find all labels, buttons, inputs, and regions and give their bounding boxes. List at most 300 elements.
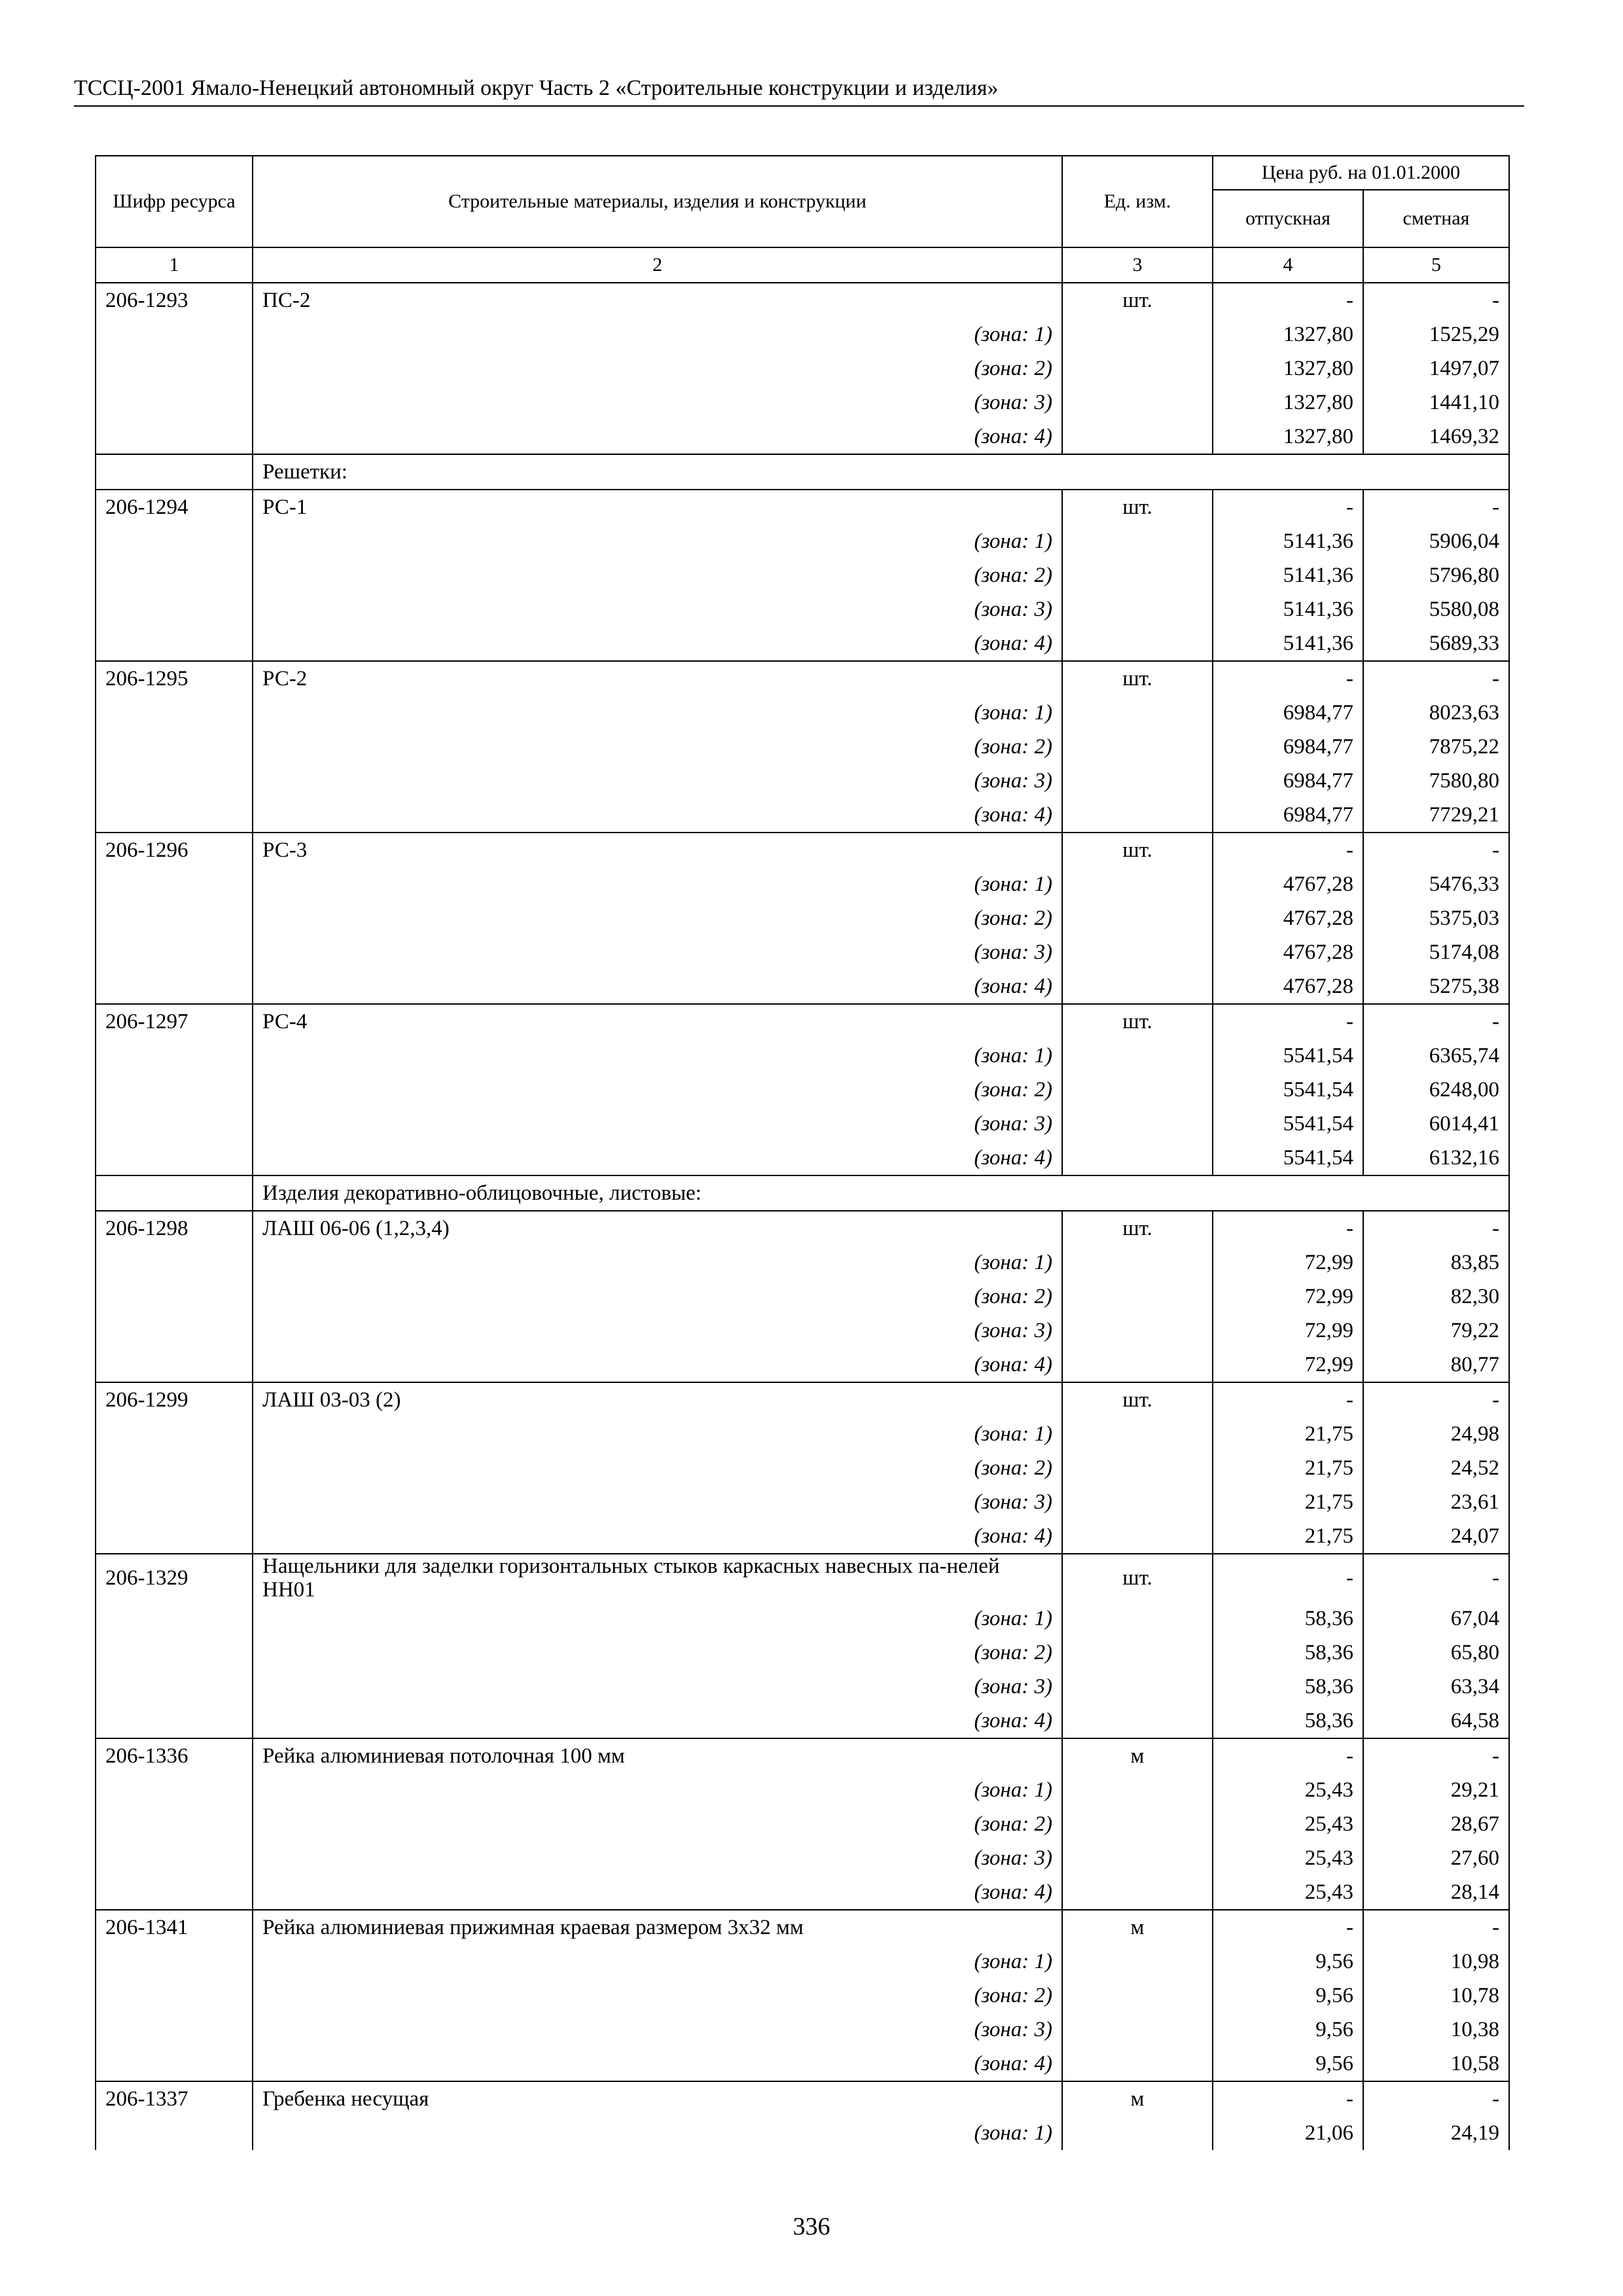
zone-row [96, 764, 1509, 798]
price-estimate: 24,98 [1363, 1417, 1509, 1451]
zone-row [96, 386, 1509, 420]
zone-label: (зона: 1) [253, 1773, 1062, 1807]
price-estimate: 1497,07 [1363, 351, 1509, 386]
empty-cell [96, 524, 253, 558]
item-row [96, 833, 1509, 867]
item-row [96, 1910, 1509, 1945]
resource-code: 206-1329 [96, 1554, 253, 1602]
price-estimate: 28,14 [1363, 1875, 1509, 1910]
section-title: Изделия декоративно-облицовочные, листовые: [253, 1175, 1509, 1211]
price-estimate: - [1363, 2081, 1509, 2116]
zone-label: (зона: 2) [253, 1073, 1062, 1107]
item-unit: м [1062, 2081, 1213, 2116]
empty-cell [1062, 2047, 1213, 2081]
price-release: 6984,77 [1213, 764, 1363, 798]
price-estimate: 10,38 [1363, 2013, 1509, 2047]
price-release: 6984,77 [1213, 696, 1363, 730]
price-estimate: 28,67 [1363, 1807, 1509, 1841]
price-release: 5541,54 [1213, 1039, 1363, 1073]
zone-row [96, 1841, 1509, 1875]
empty-cell [1062, 2116, 1213, 2150]
empty-cell [96, 1519, 253, 1554]
price-release: 58,36 [1213, 1670, 1363, 1704]
header-price-release: отпускная [1213, 190, 1363, 247]
zone-row [96, 2013, 1509, 2047]
zone-label: (зона: 2) [253, 1979, 1062, 2013]
resource-code: 206-1337 [96, 2081, 253, 2116]
price-release: 1327,80 [1213, 317, 1363, 351]
item-name: РС-4 [253, 1004, 1062, 1039]
zone-row [96, 1875, 1509, 1910]
item-name: Рейка алюминиевая прижимная краевая размером 3х32 мм [253, 1910, 1062, 1945]
zone-label: (зона: 4) [253, 420, 1062, 454]
zone-label: (зона: 3) [253, 1670, 1062, 1704]
empty-cell [96, 696, 253, 730]
price-estimate: 7875,22 [1363, 730, 1509, 764]
item-unit: м [1062, 1738, 1213, 1773]
price-release: 1327,80 [1213, 351, 1363, 386]
empty-cell [96, 1280, 253, 1314]
resource-code: 206-1298 [96, 1211, 253, 1246]
zone-label: (зона: 3) [253, 1485, 1062, 1519]
empty-cell [96, 1704, 253, 1738]
price-estimate: 1525,29 [1363, 317, 1509, 351]
empty-cell [96, 386, 253, 420]
zone-row [96, 969, 1509, 1004]
empty-cell [1062, 1945, 1213, 1979]
zone-row [96, 351, 1509, 386]
item-row [96, 1554, 1509, 1602]
empty-cell [1062, 1670, 1213, 1704]
empty-cell [1062, 386, 1213, 420]
price-estimate: 1469,32 [1363, 420, 1509, 454]
zone-label: (зона: 3) [253, 1314, 1062, 1348]
price-release: - [1213, 833, 1363, 867]
item-name: ЛАШ 06-06 (1,2,3,4) [253, 1211, 1062, 1246]
zone-row [96, 2116, 1509, 2150]
price-release: - [1213, 661, 1363, 696]
zone-label: (зона: 4) [253, 1348, 1062, 1382]
price-release: 6984,77 [1213, 798, 1363, 833]
empty-cell [1062, 524, 1213, 558]
price-estimate: 5275,38 [1363, 969, 1509, 1004]
empty-cell [1062, 901, 1213, 935]
section-row [96, 454, 1509, 490]
empty-cell [1062, 1039, 1213, 1073]
empty-cell [1062, 1519, 1213, 1554]
empty-cell [96, 1979, 253, 2013]
zone-row [96, 901, 1509, 935]
empty-cell [96, 1417, 253, 1451]
zone-row [96, 1602, 1509, 1636]
zone-row [96, 626, 1509, 661]
zone-row [96, 1945, 1509, 1979]
zone-row [96, 1417, 1509, 1451]
zone-label: (зона: 2) [253, 730, 1062, 764]
zone-label: (зона: 4) [253, 969, 1062, 1004]
empty-cell [1062, 1141, 1213, 1175]
empty-cell [1062, 1602, 1213, 1636]
empty-cell [96, 558, 253, 592]
resource-code: 206-1297 [96, 1004, 253, 1039]
price-release: 25,43 [1213, 1875, 1363, 1910]
column-number: 2 [253, 247, 1062, 283]
price-table [95, 155, 1510, 2150]
price-release: - [1213, 490, 1363, 524]
empty-cell [96, 935, 253, 969]
price-estimate: 27,60 [1363, 1841, 1509, 1875]
empty-cell [96, 1107, 253, 1141]
price-release: 72,99 [1213, 1280, 1363, 1314]
price-release: 5141,36 [1213, 558, 1363, 592]
zone-label: (зона: 1) [253, 317, 1062, 351]
price-estimate: 5375,03 [1363, 901, 1509, 935]
zone-row [96, 2047, 1509, 2081]
item-row [96, 283, 1509, 317]
price-estimate: - [1363, 1910, 1509, 1945]
price-release: - [1213, 2081, 1363, 2116]
empty-cell [96, 1073, 253, 1107]
header-code: Шифр ресурса [96, 156, 253, 247]
price-estimate: - [1363, 1382, 1509, 1417]
zone-label: (зона: 3) [253, 764, 1062, 798]
zone-row [96, 798, 1509, 833]
price-estimate: 5174,08 [1363, 935, 1509, 969]
zone-label: (зона: 1) [253, 1945, 1062, 1979]
zone-label: (зона: 4) [253, 626, 1062, 661]
resource-code: 206-1295 [96, 661, 253, 696]
item-name: РС-3 [253, 833, 1062, 867]
price-release: 9,56 [1213, 1945, 1363, 1979]
item-row [96, 2081, 1509, 2116]
price-estimate: 10,98 [1363, 1945, 1509, 1979]
price-release: 4767,28 [1213, 901, 1363, 935]
price-release: 58,36 [1213, 1636, 1363, 1670]
empty-cell [96, 1841, 253, 1875]
price-release: 6984,77 [1213, 730, 1363, 764]
price-release: 72,99 [1213, 1246, 1363, 1280]
zone-row [96, 696, 1509, 730]
price-estimate: 5580,08 [1363, 592, 1509, 626]
price-release: 4767,28 [1213, 935, 1363, 969]
price-release: 72,99 [1213, 1348, 1363, 1382]
resource-code: 206-1293 [96, 283, 253, 317]
empty-cell [96, 592, 253, 626]
price-estimate: 7729,21 [1363, 798, 1509, 833]
empty-cell [96, 1451, 253, 1485]
empty-cell [96, 1485, 253, 1519]
resource-code: 206-1296 [96, 833, 253, 867]
empty-cell [1062, 764, 1213, 798]
price-release: 9,56 [1213, 2013, 1363, 2047]
empty-cell [96, 1636, 253, 1670]
item-row [96, 661, 1509, 696]
item-name: Нащельники для заделки горизонтальных стыков каркасных навесных па-нелей НН01 [253, 1554, 1062, 1602]
zone-row [96, 592, 1509, 626]
price-estimate: 79,22 [1363, 1314, 1509, 1348]
empty-cell [1062, 867, 1213, 901]
resource-code: 206-1341 [96, 1910, 253, 1945]
zone-label: (зона: 2) [253, 901, 1062, 935]
empty-cell [96, 1141, 253, 1175]
price-release: 4767,28 [1213, 969, 1363, 1004]
item-name: Гребенка несущая [253, 2081, 1062, 2116]
empty-cell [96, 1670, 253, 1704]
price-estimate: 64,58 [1363, 1704, 1509, 1738]
empty-cell [1062, 1451, 1213, 1485]
zone-label: (зона: 3) [253, 1107, 1062, 1141]
zone-label: (зона: 2) [253, 558, 1062, 592]
zone-label: (зона: 1) [253, 1039, 1062, 1073]
empty-cell [1062, 1704, 1213, 1738]
price-release: 5141,36 [1213, 524, 1363, 558]
header-price-group: Цена руб. на 01.01.2000 [1213, 156, 1509, 190]
item-row [96, 490, 1509, 524]
empty-cell [1062, 1073, 1213, 1107]
zone-row [96, 935, 1509, 969]
column-number: 4 [1213, 247, 1363, 283]
empty-cell [1062, 1107, 1213, 1141]
zone-row [96, 558, 1509, 592]
item-name: ЛАШ 03-03 (2) [253, 1382, 1062, 1417]
empty-cell [1062, 1807, 1213, 1841]
price-release: 5541,54 [1213, 1141, 1363, 1175]
empty-cell [96, 1314, 253, 1348]
price-release: 58,36 [1213, 1704, 1363, 1738]
zone-label: (зона: 2) [253, 1636, 1062, 1670]
price-estimate: 5476,33 [1363, 867, 1509, 901]
zone-label: (зона: 4) [253, 1141, 1062, 1175]
price-estimate: - [1363, 1004, 1509, 1039]
price-estimate: 6132,16 [1363, 1141, 1509, 1175]
zone-row [96, 317, 1509, 351]
price-estimate: 10,58 [1363, 2047, 1509, 2081]
price-estimate: 80,77 [1363, 1348, 1509, 1382]
empty-cell [1062, 558, 1213, 592]
zone-row [96, 420, 1509, 454]
table-body [96, 283, 1509, 2150]
empty-cell [1062, 798, 1213, 833]
header-name: Строительные материалы, изделия и конструкции [253, 156, 1062, 247]
empty-cell [1062, 592, 1213, 626]
zone-label: (зона: 2) [253, 1451, 1062, 1485]
empty-cell [96, 969, 253, 1004]
empty-cell [1062, 1417, 1213, 1451]
price-estimate: - [1363, 1738, 1509, 1773]
price-estimate: - [1363, 661, 1509, 696]
section-row [96, 1175, 1509, 1211]
item-row [96, 1211, 1509, 1246]
zone-label: (зона: 1) [253, 1417, 1062, 1451]
zone-row [96, 1280, 1509, 1314]
zone-row [96, 1141, 1509, 1175]
price-release: 1327,80 [1213, 420, 1363, 454]
zone-label: (зона: 4) [253, 2047, 1062, 2081]
empty-cell [1062, 1246, 1213, 1280]
item-unit: шт. [1062, 1554, 1213, 1602]
empty-cell [96, 764, 253, 798]
empty-cell [96, 1348, 253, 1382]
price-estimate: 82,30 [1363, 1280, 1509, 1314]
zone-row [96, 1348, 1509, 1382]
price-estimate: 10,78 [1363, 1979, 1509, 2013]
price-release: 72,99 [1213, 1314, 1363, 1348]
price-release: 5141,36 [1213, 592, 1363, 626]
item-name: Рейка алюминиевая потолочная 100 мм [253, 1738, 1062, 1773]
price-release: 58,36 [1213, 1602, 1363, 1636]
empty-cell [96, 1807, 253, 1841]
empty-cell [96, 730, 253, 764]
empty-cell [96, 1945, 253, 1979]
empty-cell [1062, 1314, 1213, 1348]
item-row [96, 1738, 1509, 1773]
zone-row [96, 1636, 1509, 1670]
empty-cell [1062, 317, 1213, 351]
empty-cell [96, 1602, 253, 1636]
page-number: 336 [793, 2213, 830, 2240]
empty-cell [1062, 1875, 1213, 1910]
zone-row [96, 1246, 1509, 1280]
column-number: 3 [1062, 247, 1213, 283]
item-unit: шт. [1062, 283, 1213, 317]
zone-row [96, 1807, 1509, 1841]
zone-label: (зона: 3) [253, 1841, 1062, 1875]
zone-label: (зона: 3) [253, 592, 1062, 626]
price-estimate: 1441,10 [1363, 386, 1509, 420]
price-release: 21,75 [1213, 1485, 1363, 1519]
price-estimate: - [1363, 1554, 1509, 1602]
price-estimate: 8023,63 [1363, 696, 1509, 730]
empty-cell [1062, 351, 1213, 386]
item-unit: шт. [1062, 1004, 1213, 1039]
price-release: 4767,28 [1213, 867, 1363, 901]
zone-row [96, 1979, 1509, 2013]
empty-cell [96, 420, 253, 454]
price-release: 25,43 [1213, 1773, 1363, 1807]
price-estimate: 5906,04 [1363, 524, 1509, 558]
price-estimate: - [1363, 283, 1509, 317]
zone-label: (зона: 1) [253, 524, 1062, 558]
empty-cell [1062, 1773, 1213, 1807]
zone-label: (зона: 4) [253, 1519, 1062, 1554]
zone-label: (зона: 2) [253, 1280, 1062, 1314]
price-release: - [1213, 1910, 1363, 1945]
empty-cell [1062, 935, 1213, 969]
zone-row [96, 1107, 1509, 1141]
price-release: 21,75 [1213, 1417, 1363, 1451]
price-estimate: 24,52 [1363, 1451, 1509, 1485]
empty-cell [1062, 1348, 1213, 1382]
item-name: ПС-2 [253, 283, 1062, 317]
price-estimate: 65,80 [1363, 1636, 1509, 1670]
price-estimate: - [1363, 833, 1509, 867]
price-release: - [1213, 1382, 1363, 1417]
item-unit: м [1062, 1910, 1213, 1945]
zone-row [96, 1073, 1509, 1107]
empty-cell [96, 454, 253, 490]
item-unit: шт. [1062, 833, 1213, 867]
price-estimate: 5689,33 [1363, 626, 1509, 661]
price-release: 5541,54 [1213, 1073, 1363, 1107]
price-estimate: 6248,00 [1363, 1073, 1509, 1107]
price-estimate: 63,34 [1363, 1670, 1509, 1704]
price-release: 21,75 [1213, 1519, 1363, 1554]
document-header: ТССЦ-2001 Ямало-Ненецкий автономный округ Часть 2 «Строительные конструкции и изделия» [74, 74, 1524, 107]
zone-label: (зона: 2) [253, 1807, 1062, 1841]
empty-cell [1062, 969, 1213, 1004]
item-unit: шт. [1062, 1382, 1213, 1417]
empty-cell [1062, 1636, 1213, 1670]
price-release: 1327,80 [1213, 386, 1363, 420]
price-release: 21,75 [1213, 1451, 1363, 1485]
zone-row [96, 1519, 1509, 1554]
empty-cell [96, 2047, 253, 2081]
zone-label: (зона: 3) [253, 2013, 1062, 2047]
zone-label: (зона: 2) [253, 351, 1062, 386]
item-unit: шт. [1062, 490, 1213, 524]
column-number: 1 [96, 247, 253, 283]
empty-cell [1062, 2013, 1213, 2047]
empty-cell [96, 798, 253, 833]
item-name: РС-1 [253, 490, 1062, 524]
zone-label: (зона: 1) [253, 2116, 1062, 2150]
zone-label: (зона: 1) [253, 867, 1062, 901]
zone-label: (зона: 1) [253, 1246, 1062, 1280]
zone-row [96, 1039, 1509, 1073]
price-release: 5541,54 [1213, 1107, 1363, 1141]
empty-cell [96, 351, 253, 386]
item-row [96, 1004, 1509, 1039]
price-estimate: 83,85 [1363, 1246, 1509, 1280]
empty-cell [1062, 1979, 1213, 2013]
price-release: - [1213, 1738, 1363, 1773]
price-estimate: 7580,80 [1363, 764, 1509, 798]
zone-row [96, 524, 1509, 558]
empty-cell [96, 1039, 253, 1073]
zone-row [96, 1773, 1509, 1807]
price-release: 25,43 [1213, 1807, 1363, 1841]
price-estimate: 24,07 [1363, 1519, 1509, 1554]
price-estimate: 29,21 [1363, 1773, 1509, 1807]
zone-row [96, 1670, 1509, 1704]
empty-cell [1062, 730, 1213, 764]
zone-label: (зона: 4) [253, 1875, 1062, 1910]
item-unit: шт. [1062, 661, 1213, 696]
zone-label: (зона: 1) [253, 1602, 1062, 1636]
price-estimate: 67,04 [1363, 1602, 1509, 1636]
empty-cell [1062, 626, 1213, 661]
empty-cell [96, 1175, 253, 1211]
header-unit: Ед. изм. [1062, 156, 1213, 247]
empty-cell [1062, 1280, 1213, 1314]
resource-code: 206-1299 [96, 1382, 253, 1417]
price-release: 9,56 [1213, 2047, 1363, 2081]
price-release: - [1213, 1004, 1363, 1039]
section-title: Решетки: [253, 454, 1509, 490]
empty-cell [96, 901, 253, 935]
price-estimate: - [1363, 1211, 1509, 1246]
zone-label: (зона: 4) [253, 1704, 1062, 1738]
empty-cell [96, 867, 253, 901]
resource-code: 206-1294 [96, 490, 253, 524]
zone-row [96, 867, 1509, 901]
resource-code: 206-1336 [96, 1738, 253, 1773]
price-estimate: 6014,41 [1363, 1107, 1509, 1141]
empty-cell [1062, 696, 1213, 730]
empty-cell [1062, 420, 1213, 454]
zone-label: (зона: 3) [253, 386, 1062, 420]
price-release: - [1213, 1211, 1363, 1246]
